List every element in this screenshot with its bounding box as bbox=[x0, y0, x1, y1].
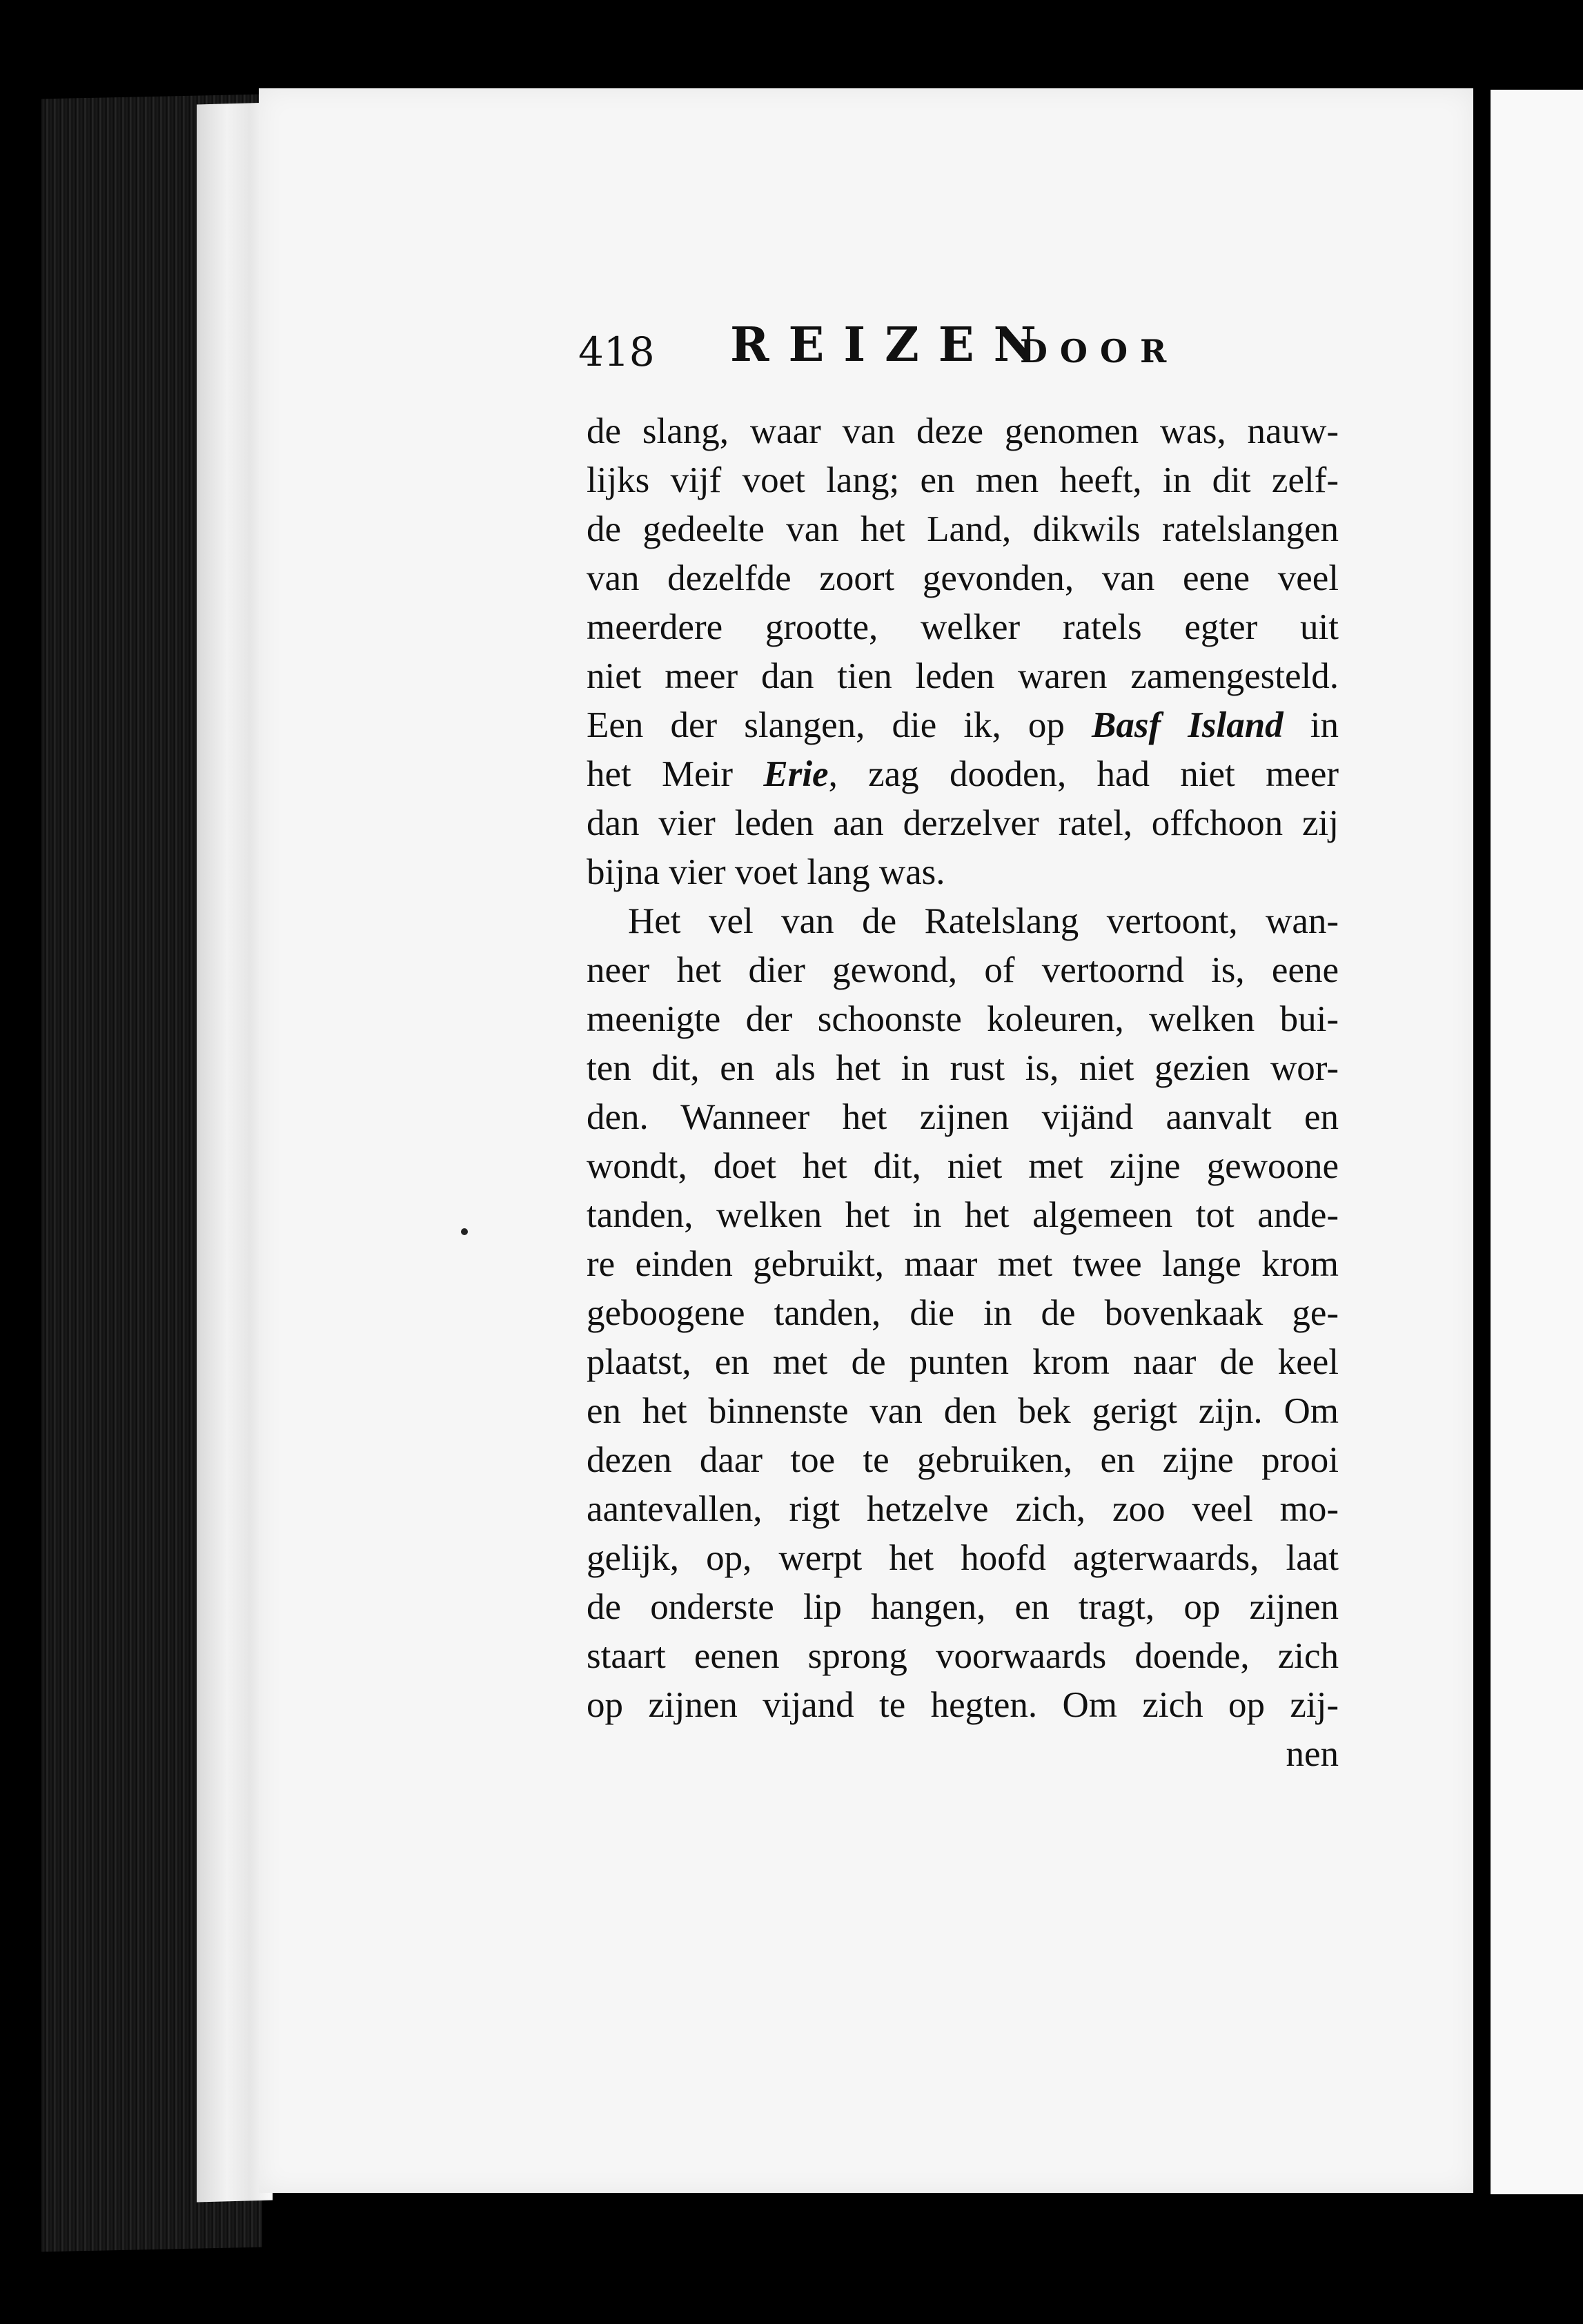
text-line: wondt, doet het dit, niet met zijne gewoone bbox=[587, 1146, 1339, 1186]
text-line: den. Wanneer het zijnen vijänd aanvalt en bbox=[587, 1097, 1339, 1137]
text-fragment: Een der slangen, die ik, op bbox=[587, 705, 1092, 745]
text-line: gelijk, op, werpt het hoofd agterwaards, laat bbox=[587, 1538, 1339, 1578]
text-line: neer het dier gewond, of vertoornd is, eene bbox=[587, 950, 1339, 990]
text-line: geboogene tanden, die in de bovenkaak ge- bbox=[587, 1293, 1339, 1333]
text-fragment: in bbox=[1283, 705, 1339, 745]
text-line: re einden gebruikt, maar met twee lange krom bbox=[587, 1244, 1339, 1284]
text-line: bijna vier voet lang was. bbox=[587, 852, 945, 892]
text-line: aantevallen, rigt hetzelve zich, zoo veel mo- bbox=[587, 1489, 1339, 1529]
running-title-continuation: DOOR bbox=[1020, 333, 1179, 370]
text-line bbox=[587, 701, 1339, 750]
text-line: op zijnen vijand te hegten. Om zich op zij- bbox=[587, 1685, 1339, 1725]
text-fragment: , zag dooden, had niet meer bbox=[828, 754, 1339, 794]
place-name: Basf Island bbox=[1092, 705, 1284, 745]
text-line: meenigte der schoonste koleuren, welken bui- bbox=[587, 999, 1339, 1039]
ink-speck bbox=[461, 1228, 468, 1235]
running-header bbox=[578, 317, 1337, 400]
text-line: meerdere grootte, welker ratels egter uit bbox=[587, 607, 1339, 647]
gutter-shadow bbox=[1477, 86, 1486, 2205]
text-line: de onderste lip hangen, en tragt, op zijnen bbox=[587, 1587, 1339, 1627]
text-line: de slang, waar van deze genomen was, nauw- bbox=[587, 411, 1339, 451]
text-fragment: het Meir bbox=[587, 754, 764, 794]
text-line: dan vier leden aan derzelver ratel, offchoon zij bbox=[587, 803, 1339, 843]
running-title: REIZEN bbox=[730, 317, 1056, 373]
text-line: dezen daar toe te gebruiken, en zijne prooi bbox=[587, 1440, 1339, 1480]
text-line: niet meer dan tien leden waren zamengesteld. bbox=[587, 656, 1339, 696]
text-line: plaatst, en met de punten krom naar de keel bbox=[587, 1342, 1339, 1382]
text-line: tanden, welken het in het algemeen tot ande- bbox=[587, 1195, 1339, 1235]
text-line: de gedeelte van het Land, dikwils ratelslangen bbox=[587, 509, 1339, 549]
paragraph-start: Het vel van de Ratelslang vertoont, wan- bbox=[628, 901, 1339, 941]
lake-name: Erie bbox=[763, 754, 829, 794]
text-line: lijks vijf voet lang; en men heeft, in dit zelf- bbox=[587, 460, 1339, 500]
text-line: staart eenen sprong voorwaards doende, zich bbox=[587, 1636, 1339, 1676]
body-text bbox=[587, 407, 1339, 1779]
facing-page-edge bbox=[1491, 90, 1583, 2194]
text-line: van dezelfde zoort gevonden, van eene veel bbox=[587, 558, 1339, 598]
text-line bbox=[587, 750, 1339, 799]
catchword: nen bbox=[1286, 1734, 1339, 1774]
page-number: 418 bbox=[578, 328, 655, 375]
text-line: ten dit, en als het in rust is, niet gezien wor- bbox=[587, 1048, 1339, 1088]
text-line: en het binnenste van den bek gerigt zijn. Om bbox=[587, 1391, 1339, 1431]
